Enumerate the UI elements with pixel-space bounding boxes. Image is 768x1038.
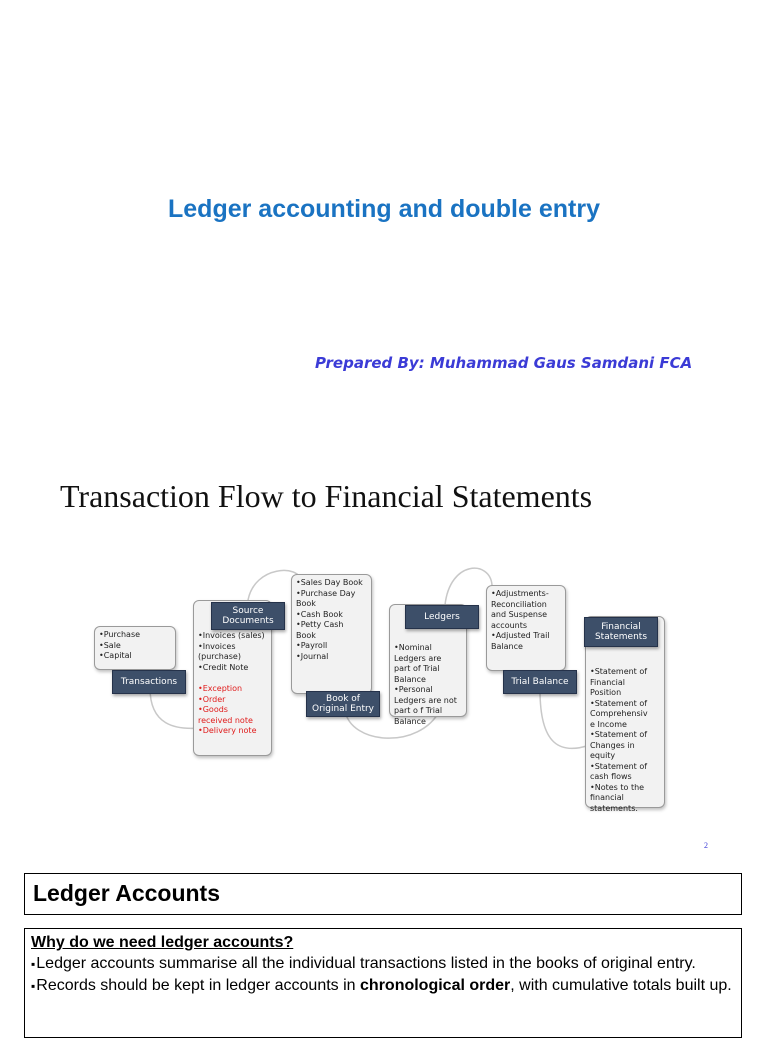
list-item: •Purchase: [99, 630, 141, 639]
ledger-body: [31, 932, 735, 997]
list-item: •Credit Note: [198, 662, 249, 672]
connector-ledgers-to-tb: [445, 568, 492, 605]
bullet-emphasis: chronological order: [360, 977, 511, 994]
ledgers-header: Ledgers: [405, 605, 479, 629]
author-credit: Prepared By: Muhammad Gaus Samdani FCA: [315, 354, 693, 372]
transactions-header: Transactions: [112, 670, 186, 694]
list-item: •Personal Ledgers are not part o f Trial Balance: [394, 685, 457, 726]
book-of-original-entry-header: Book of Original Entry: [306, 691, 380, 717]
bullet-text: Ledger accounts summarise all the individual transactions listed in the books of original entry.: [36, 955, 696, 972]
list-item: •Cash Book: [296, 609, 343, 619]
list-item: •Adjustments- Reconciliation and Suspense accounts: [491, 589, 549, 630]
financial-statements-header: Financial Statements: [584, 617, 658, 647]
list-item: •Journal: [296, 651, 329, 661]
transactions-list: [94, 626, 176, 670]
ledger-heading: Ledger Accounts: [33, 880, 221, 906]
list-item: •Capital: [99, 651, 132, 660]
list-item: •Statement of Comprehensiv e Income: [590, 698, 648, 729]
bullet-text: Records should be kept in ledger accounts in: [36, 977, 361, 994]
list-item: •Statement of Financial Position: [590, 667, 648, 697]
bullet-item: [31, 975, 735, 997]
bullet-item: [31, 953, 735, 975]
ledger-question: Why do we need ledger accounts?: [31, 934, 294, 951]
source-documents-header: Source Documents: [211, 602, 285, 630]
list-item: •Statement of Changes in equity: [590, 730, 648, 760]
ledger-body-box: [24, 928, 742, 1038]
page-number: 2: [704, 841, 708, 850]
list-item: •Purchase Day Book: [296, 588, 356, 608]
bullet-text: , with cumulative totals built up.: [510, 977, 732, 994]
list-item: •Delivery note: [198, 726, 257, 735]
transaction-flow-diagram: [0, 560, 768, 820]
book-of-original-entry-list: [291, 574, 372, 694]
list-item: •Petty Cash Book: [296, 620, 344, 640]
list-item: •Sales Day Book: [296, 578, 363, 587]
list-item: •Exception: [198, 684, 243, 693]
list-item: •Invoices (purchase): [198, 641, 241, 661]
list-item: •Adjusted Trail Balance: [491, 631, 550, 651]
list-item: •Sale: [99, 640, 121, 650]
trial-balance-header: Trial Balance: [503, 670, 577, 694]
flow-slide-title: Transaction Flow to Financial Statements: [60, 478, 593, 514]
connector-tb-to-fs: [540, 690, 590, 748]
list-item: •Order: [198, 694, 226, 704]
list-item: •Goods received note: [198, 705, 253, 725]
list-item: •Statement of cash flows: [590, 761, 648, 781]
list-item: •Nominal Ledgers are part of Trial Balance: [394, 643, 442, 684]
list-item: •Invoices (sales): [198, 631, 265, 640]
list-item: •Notes to the financial statements.: [590, 782, 645, 813]
list-item: •Payroll: [296, 641, 328, 650]
ledger-heading-box: [24, 873, 742, 915]
slide-title: Ledger accounting and double entry: [168, 195, 600, 223]
trial-balance-list: [486, 585, 566, 671]
